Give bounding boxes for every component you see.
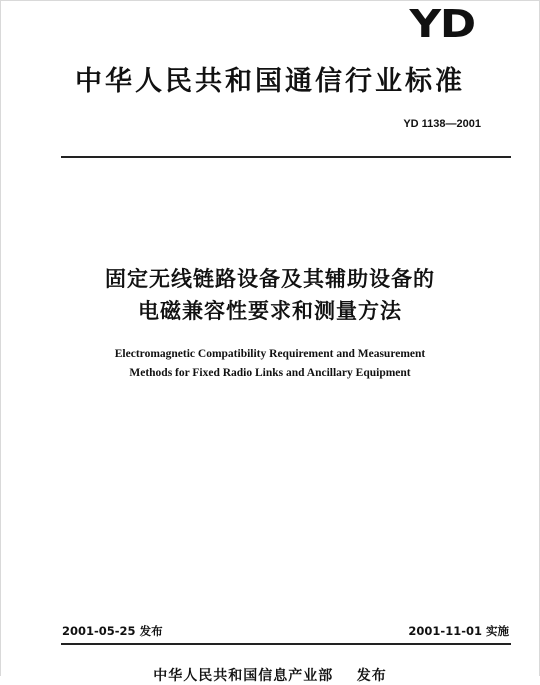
chinese-title-line-1: 固定无线链路设备及其辅助设备的 [105,267,435,291]
english-title-line-1: Electromagnetic Compatibility Requirement and Measurement [114,348,426,360]
yd-logo: YD [409,2,475,46]
issue-date: 2001-05-25 发布 [62,624,163,638]
effective-date: 2001-11-01 实施 [408,624,509,638]
english-title-line-2: Methods for Fixed Radio Links and Ancillary Equipment [129,367,411,379]
top-divider [61,156,511,158]
bottom-divider [61,643,511,645]
chinese-title [1,263,539,327]
organization-title: 中华人民共和国通信行业标准 [75,66,465,97]
chinese-title-line-2: 电磁兼容性要求和测量方法 [138,299,402,323]
standard-number: YD 1138—2001 [403,118,481,130]
english-title [1,345,539,383]
publisher: 中华人民共和国信息产业部 发布 [153,668,387,684]
